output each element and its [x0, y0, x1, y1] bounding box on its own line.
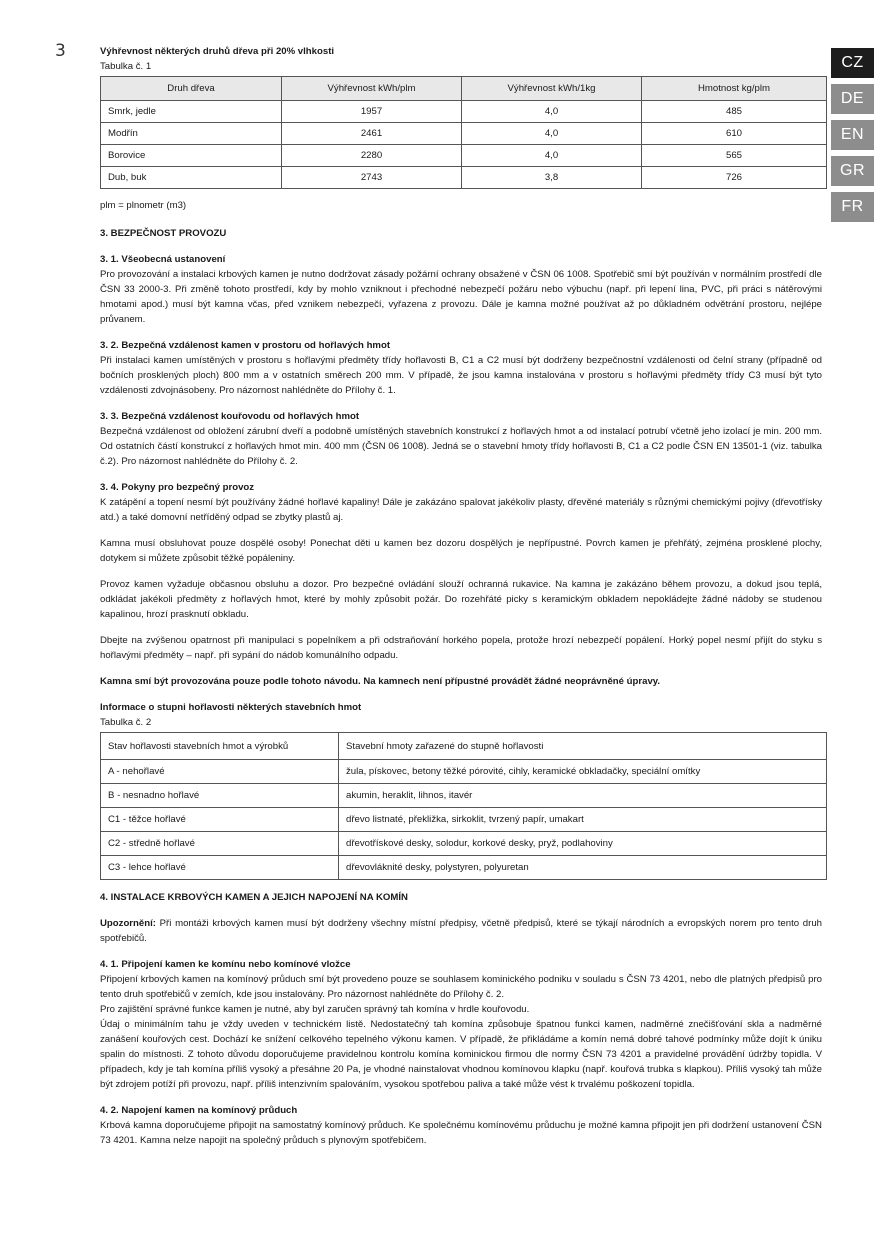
table-header-row	[101, 77, 827, 101]
table1-title: Výhřevnost některých druhů dřeva při 20% vlhkosti	[100, 46, 335, 57]
bold-notice: Kamna smí být provozována pouze podle tohoto návodu. Na kamnech není přípustné provádět žádné neoprávněné úpravy.	[100, 676, 661, 687]
table-row	[101, 145, 827, 167]
document-content	[100, 44, 822, 1148]
subsection-heading: 3. 3. Bezpečná vzdálenost kouřovodu od hořlavých hmot	[100, 411, 360, 422]
table-cell: 2743	[282, 167, 462, 189]
subsection-heading: 4. 2. Napojení kamen na komínový průduch	[100, 1105, 298, 1116]
table-row	[101, 784, 827, 808]
table-cell: dřevotřískové desky, solodur, korkové desky, pryž, podlahoviny	[339, 832, 827, 856]
warning-text: Při montáži krbových kamen musí být dodrženy všechny místní předpisy, včetně předpisů, které se týkají národních a evropských norem pro tento druh spotřebičů.	[100, 918, 822, 944]
table-cell: 726	[642, 167, 827, 189]
lang-tab-cz[interactable]: CZ	[831, 48, 874, 78]
paragraph: Krbová kamna doporučujeme připojit na samostatný komínový průduch. Ke společnému komínovému průduchu je možné kamna připojit jen při dodržení ustanovení ČSN 73 4201. Kamna nelze napojit na společný průduch s plynovým spotřebičem.	[100, 1120, 822, 1146]
table-cell: 565	[642, 145, 827, 167]
table-cell: žula, pískovec, betony těžké pórovité, cihly, keramické obkladačky, speciální omítky	[339, 760, 827, 784]
table-header-row	[101, 733, 827, 760]
section-heading: 3. BEZPEČNOST PROVOZU	[100, 228, 227, 239]
table-row	[101, 167, 827, 189]
paragraph: Připojení krbových kamen na komínový průduch smí být provedeno pouze se souhlasem kominického podniku v souladu s ČSN 73 4201, nebo dle platných předpisů pro tento druh spotřebičů v zemích, kde jsou instalovány. Pro názornost nahlédněte do Přílohy č. 2.	[100, 974, 822, 1000]
table1-note: plm = plnometr (m3)	[100, 200, 187, 211]
table-header-cell: Výhřevnost kWh/1kg	[462, 77, 642, 101]
table-cell: B - nesnadno hořlavé	[101, 784, 339, 808]
table-cell: 4,0	[462, 101, 642, 123]
table-cell: C3 - lehce hořlavé	[101, 856, 339, 880]
table2-title: Informace o stupni hořlavosti některých stavebních hmot	[100, 702, 362, 713]
lang-tab-en[interactable]: EN	[831, 120, 874, 150]
table1-label: Tabulka č. 1	[100, 61, 152, 72]
table-row	[101, 101, 827, 123]
table-header-cell: Stav hořlavosti stavebních hmot a výrobků	[101, 733, 339, 760]
table-cell: 485	[642, 101, 827, 123]
table-row	[101, 760, 827, 784]
table-cell: 2461	[282, 123, 462, 145]
table-cell: dřevovláknité desky, polystyren, polyuretan	[339, 856, 827, 880]
table-cell: Borovice	[101, 145, 282, 167]
table-header-cell: Výhřevnost kWh/plm	[282, 77, 462, 101]
table-row	[101, 832, 827, 856]
table-cell: 1957	[282, 101, 462, 123]
table-cell: Modřín	[101, 123, 282, 145]
paragraph: Údaj o minimálním tahu je vždy uveden v technickém listě. Nedostatečný tah komína způsobuje špatnou funkci kamen, nadměrné znečišťování skla a nadměrné zanášení kouřových cest. Dochází ke snížení celkového tepelného výkonu kamen. V případě, že přikládáme a komín nemá dobré tahové podmínky může dojít k úniku spalin do místnosti. Z tohoto důvodu doporučujeme pravidelnou kontrolu komína kominickou firmou dle normy ČSN 73 4201 a pravidelné provádění údržby topidla. V případech, kdy je tah komína příliš vysoký a přesáhne 20 Pa, je vhodné nainstalovat vhodnou komínovou klapku (např. kouřová trubka s klapkou). Příliš vysoký tah může být zdrojem potíží při provozu, např. příliš intenzivním spalováním, vysokou spotřebou paliva a také může vést k trvalému poškození topidla.	[100, 1019, 822, 1090]
lang-tab-gr[interactable]: GR	[831, 156, 874, 186]
table-cell: 3,8	[462, 167, 642, 189]
table-header-cell: Hmotnost kg/plm	[642, 77, 827, 101]
table-cell: C1 - těžce hořlavé	[101, 808, 339, 832]
paragraph: Dbejte na zvýšenou opatrnost při manipulaci s popelníkem a při odstraňování horkého popela, protože hrozí nebezpečí popálení. Horký popel nesmí přijít do styku s hořlavými předměty – např. při sypání do nádob komunálního odpadu.	[100, 635, 822, 661]
paragraph: Provoz kamen vyžaduje občasnou obsluhu a dozor. Pro bezpečné ovládání slouží ochranná rukavice. Na kamna je zakázáno během provozu, a dokud jsou teplá, odkládat jakékoli předměty z hořlavých hmot, které by mohly způsobit požár. Do rozehřáté picky s keramickým obkladem nepokládejte žádné nádoby se studenou kapalinou, hrozí prasknutí obkladu.	[100, 579, 822, 620]
paragraph: Pro provozování a instalaci krbových kamen je nutno dodržovat zásady požární ochrany obsažené v ČSN 06 1008. Spotřebič smí být používán v normálním prostředí dle ČSN 33 2000-3. Při změně tohoto prostředí, kdy by mohlo vzniknout i přechodné nebezpečí požáru nebo výbuchu (např. při lepení lina, PVC, při práci s nátěrovými hmotami apod.) musí být kamna včas, před vznikem nebezpečí, vyřazena z provozu. Dále je kamna možné používat až po důkladném odvětrání prostoru, nejlépe průvanem.	[100, 269, 822, 325]
wood-heat-table	[100, 76, 827, 189]
table-header-cell: Druh dřeva	[101, 77, 282, 101]
table-cell: 610	[642, 123, 827, 145]
subsection-heading: 4. 1. Připojení kamen ke komínu nebo komínové vložce	[100, 959, 351, 970]
table-row	[101, 808, 827, 832]
paragraph: Pro zajištění správné funkce kamen je nutné, aby byl zaručen správný tah komína v hrdle kouřovodu.	[100, 1004, 530, 1015]
warning-paragraph	[100, 916, 822, 946]
section-heading: 4. INSTALACE KRBOVÝCH KAMEN A JEJICH NAPOJENÍ NA KOMÍN	[100, 892, 408, 903]
paragraph: Kamna musí obsluhovat pouze dospělé osoby! Ponechat děti u kamen bez dozoru dospělých je nepřípustné. Povrch kamen je přehřátý, zejména prosklené plochy, dotykem si můžete způsobit těžké popáleniny.	[100, 538, 822, 564]
language-tabs	[831, 48, 874, 228]
table-cell: 4,0	[462, 123, 642, 145]
table-cell: Smrk, jedle	[101, 101, 282, 123]
table-cell: 4,0	[462, 145, 642, 167]
table2-label: Tabulka č. 2	[100, 717, 152, 728]
flammability-table	[100, 732, 827, 880]
table-cell: A - nehořlavé	[101, 760, 339, 784]
table-header-cell: Stavební hmoty zařazené do stupně hořlavosti	[339, 733, 827, 760]
warning-label: Upozornění:	[100, 918, 156, 929]
table-row	[101, 856, 827, 880]
page-number: 3	[55, 41, 66, 61]
paragraph: Bezpečná vzdálenost od obložení zárubní dveří a podobně umístěných stavebních konstrukcí z hořlavých hmot a od instalací potrubí včetně jeho izolací je min. 200 mm. Od ostatních částí konstrukcí z hořlavých hmot min. 400 mm (ČSN 06 1008). Jedná se o stavební hmoty třídy hořlavosti B, C1 a C2 podle ČSN EN 13501-1 (viz. tabulka č.2). Pro názornost nahlédněte do Přílohy č. 2.	[100, 426, 822, 467]
paragraph: K zatápění a topení nesmí být používány žádné hořlavé kapaliny! Dále je zakázáno spalovat jakékoliv plasty, dřevěné materiály s různými chemickými pojivy (dřevotřísky atd.) a také domovní netříděný odpad se zbytky plastů aj.	[100, 497, 822, 523]
paragraph: Při instalaci kamen umístěných v prostoru s hořlavými předměty třídy hořlavosti B, C1 a C2 musí být dodrženy bezpečnostní vzdálenosti od čelní strany (případně od bočních prosklených ploch) 800 mm a v ostatních směrech 200 mm. V případě, že jsou kamna instalována v prostoru s hořlavými předměty třídy C3 musí být tyto vzdálenosti zdvojnásobeny. Pro názornost nahlédněte do Přílohy č. 1.	[100, 355, 822, 396]
table-cell: dřevo listnaté, překližka, sirkoklit, tvrzený papír, umakart	[339, 808, 827, 832]
subsection-heading: 3. 1. Všeobecná ustanovení	[100, 254, 226, 265]
lang-tab-fr[interactable]: FR	[831, 192, 874, 222]
table-row	[101, 123, 827, 145]
subsection-heading: 3. 2. Bezpečná vzdálenost kamen v prostoru od hořlavých hmot	[100, 340, 391, 351]
table-cell: C2 - středně hořlavé	[101, 832, 339, 856]
table-cell: 2280	[282, 145, 462, 167]
table-cell: Dub, buk	[101, 167, 282, 189]
subsection-heading: 3. 4. Pokyny pro bezpečný provoz	[100, 482, 255, 493]
lang-tab-de[interactable]: DE	[831, 84, 874, 114]
table-cell: akumin, heraklit, lihnos, itavér	[339, 784, 827, 808]
